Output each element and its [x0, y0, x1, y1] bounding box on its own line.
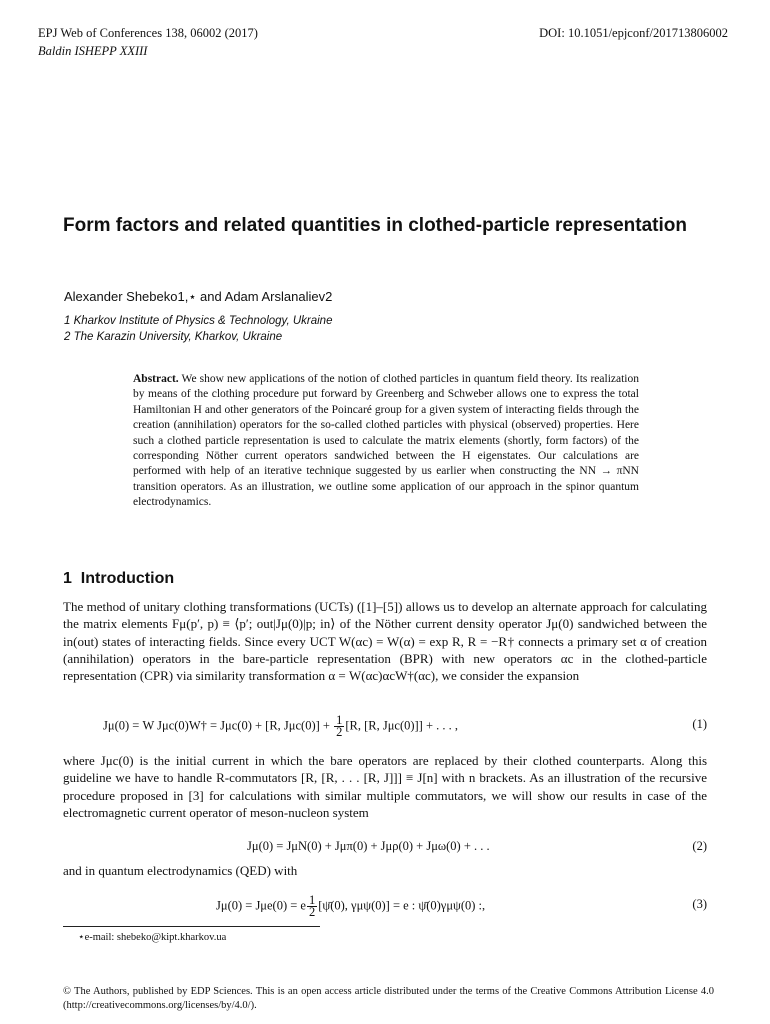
paper-title: Form factors and related quantities in clothed-particle representation	[63, 215, 687, 236]
section-number: 1	[63, 570, 72, 587]
footnote-divider	[63, 926, 320, 927]
section-title: Introduction	[80, 570, 175, 587]
abstract	[133, 372, 639, 511]
equation-1-number: (1)	[692, 717, 707, 731]
equation-1-rhs: [R, [R, Jμc(0)]] + . . . ,	[345, 718, 459, 733]
journal-citation: EPJ Web of Conferences 138, 06002 (2017)	[38, 26, 258, 40]
equation-2-body: Jμ(0) = JμN(0) + Jμπ(0) + Jμρ(0) + Jμω(0) + . . .	[247, 839, 490, 853]
equation-3-fraction: $\frac{1}{2}$	[308, 893, 316, 919]
equation-1	[63, 713, 707, 739]
paragraph-3: and in quantum electrodynamics (QED) with	[63, 863, 298, 878]
author-list: Alexander Shebeko1,⋆ and Adam Arslanaliev2	[64, 289, 333, 304]
conference-name: Baldin ISHEPP XXIII	[38, 44, 148, 58]
affiliation-2: 2 The Karazin University, Kharkov, Ukraine	[64, 331, 283, 343]
paragraph-2: where Jμc(0) is the initial current in which the bare operators are replaced by their clothed counterparts. Along this guideline we have to handle R-commutators [R, [R, . . . [R, J]]] ≡ J[n] with n brackets. As an illustration of the recursive procedure proposed in [3] for calculations with similar multiple commutators, we will show our results in case of the electromagnetic current operator of meson-nucleon system	[63, 753, 707, 820]
doi-label: DOI: 10.1051/epjconf/201713806002	[539, 26, 728, 40]
abstract-label: Abstract.	[133, 373, 179, 385]
paragraph-1: The method of unitary clothing transformations (UCTs) ([1]–[5]) allows us to develop an alternate approach for calculating the matrix elements Fμ(p′, p) ≡ ⟨p′; out|Jμ(0)|p; in⟩ of the Nöther current density operator Jμ(0) sandwiched between the in(out) states of interacting fields. Since every UCT W(αc) = W(α) = exp R, R = −R† connects a primary set α of creation (annihilation) operators in the bare-particle representation (BPR) with new operators αc in the clothed-particle representation (CPR) via similarity transformation α = W(αc)αcW†(αc), we consider the expansion	[63, 599, 707, 684]
equation-1-lhs: Jμ(0) = W Jμc(0)W† = Jμc(0) + [R, Jμc(0)] +	[103, 718, 334, 733]
equation-3-number: (3)	[692, 897, 707, 911]
license-notice: © The Authors, published by EDP Sciences. This is an open access article distributed under the terms of the Creative Commons Attribution License 4.0 (http://creativecommons.org/licenses/by/4.0/).	[63, 986, 714, 1011]
equation-3-lhs: Jμ(0) = Jμe(0) = e	[216, 898, 306, 913]
section-heading	[63, 570, 174, 588]
footnote-email: ⋆e-mail: shebeko@kipt.kharkov.ua	[78, 932, 227, 943]
abstract-text: We show new applications of the notion of clothed particles in quantum field theory. Its realization by means of the clothing procedure put forward by Greenberg and Schweber allows one to express the total Hamiltonian H and other generators of the Poincaré group for a given system of interacting fields through the creation (annihilation) operators for the so-called clothed particles with physical (observed) properties. Here such a clothed particle representation is used to calculate the matrix elements (shortly, form factors) of the corresponding Nöther current operators sandwiched between the H eigenstates. Our calculations are performed with help of an iterative technique suggested by us earlier when constructing the NN → πNN transition operators. As an illustration, we outline some application of our approach in the spinor quantum electrodynamics.	[133, 373, 639, 509]
equation-1-fraction: $\frac{1}{2}$	[336, 713, 343, 739]
equation-3	[63, 893, 707, 919]
equation-2-number: (2)	[692, 839, 707, 853]
equation-3-rhs: [ψ̄(0), γμψ(0)] = e : ψ̄(0)γμψ(0) :,	[318, 898, 486, 913]
equation-2	[63, 839, 707, 859]
affiliation-1: 1 Kharkov Institute of Physics & Technology, Ukraine	[64, 315, 333, 327]
